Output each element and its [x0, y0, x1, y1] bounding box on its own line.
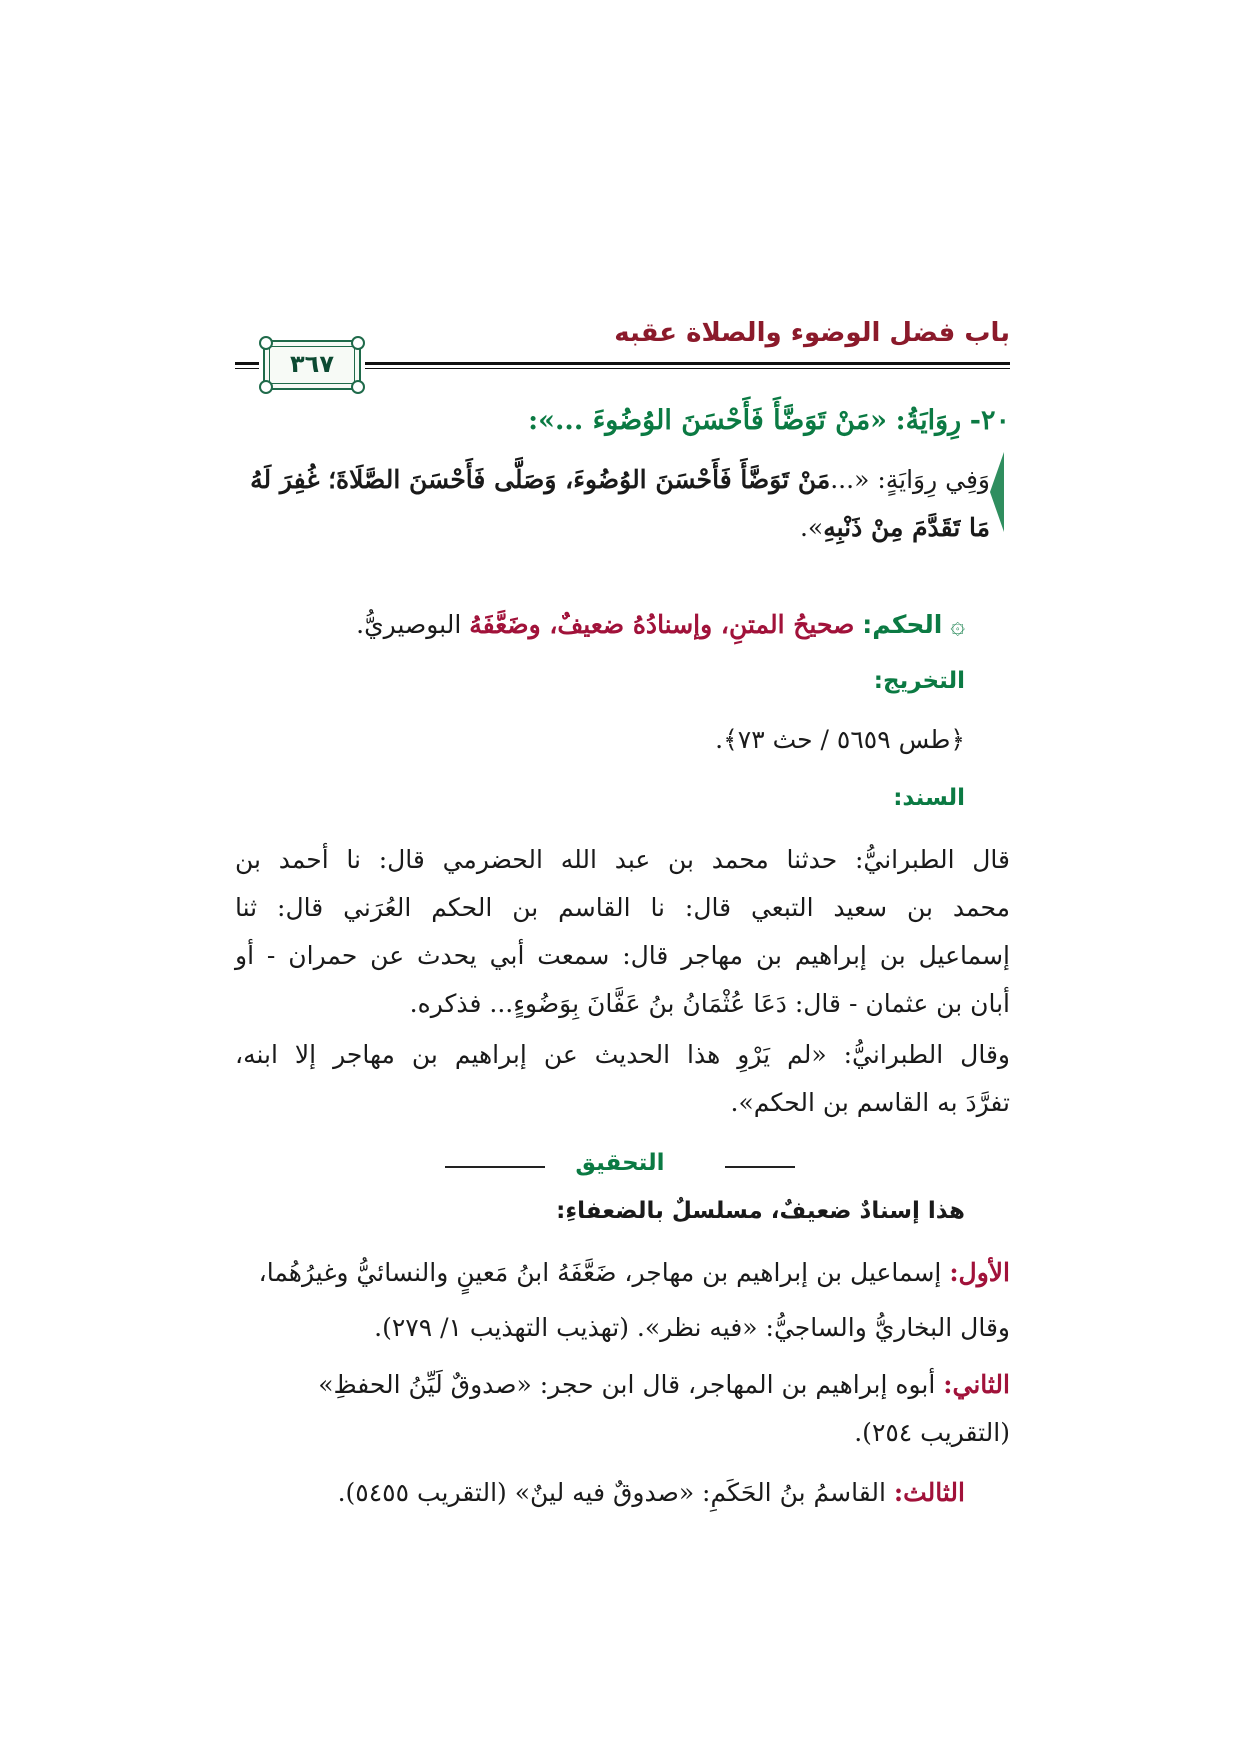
- takhrij-text: ﴿طس ٥٦٥٩ / حث ٧٣﴾.: [715, 725, 965, 754]
- sanad-line: أبان بن عثمان - قال: دَعَا عُثْمَانُ بنُ عَفَّانَ بِوَضُوءٍ... فذكره.: [409, 989, 1010, 1018]
- sanad-line: إسماعيل بن إبراهيم بن مهاجر قال: سمعت أبي يحدث عن حمران - أو: [235, 941, 1010, 970]
- page-number: ٣٦٧: [290, 350, 334, 378]
- badge-corner-ornament: [351, 380, 365, 394]
- badge-corner-ornament: [259, 336, 273, 350]
- badge-corner-ornament: [351, 336, 365, 350]
- quote-margin-mark: [990, 452, 1004, 532]
- ruling-text: صحيحُ المتنِ، وإسنادُهُ ضعيفٌ، وضَعَّفَهُ: [469, 610, 855, 639]
- sanad-heading: السند:: [893, 785, 965, 811]
- narration-intro: وَفِي رِوَايَةٍ: «...: [830, 465, 990, 494]
- tahqiq-item-1-line-2: وقال البخاريُّ والساجيُّ: «فيه نظر». (تهذيب التهذيب ١/ ٢٧٩).: [374, 1313, 1010, 1342]
- chapter-title: باب فضل الوضوء والصلاة عقبه: [614, 318, 1010, 348]
- ruling-label: الحكم:: [862, 610, 943, 639]
- item-label: الثالث:: [893, 1478, 965, 1507]
- tahqiq-intro: هذا إسنادٌ ضعيفٌ، مسلسلٌ بالضعفاءِ:: [556, 1198, 965, 1224]
- narration-line-2: [800, 513, 990, 543]
- hadith-title-text: «مَنْ تَوَضَّأَ فَأَحْسَنَ الوُضُوءَ ...»:: [528, 405, 888, 436]
- ruling-line: [356, 610, 965, 640]
- ruling-tail: البوصيريُّ.: [356, 610, 462, 639]
- badge-corner-ornament: [259, 380, 273, 394]
- item-text: إسماعيل بن إبراهيم بن مهاجر، ضَعَّفَهُ ابنُ مَعينٍ والنسائيُّ وغيرُهُما،: [258, 1258, 942, 1287]
- header-rule-thin: [365, 368, 1010, 369]
- item-text: القاسمُ بنُ الحَكَمِ: «صدوقٌ فيه لينٌ» (التقريب ٥٤٥٥).: [337, 1478, 886, 1507]
- header-rule-left: [235, 362, 259, 365]
- tahqiq-item-2-line-1: [318, 1370, 1010, 1400]
- narration-end: ».: [799, 513, 824, 542]
- header-rule-left-thin: [235, 368, 259, 369]
- takhrij-heading: التخريج:: [873, 668, 965, 694]
- narration-text: مَنْ تَوَضَّأَ فَأَحْسَنَ الوُضُوءَ، وَصَلَّى فَأَحْسَنَ الصَّلَاةَ؛ غُفِرَ لَهُ: [250, 465, 831, 494]
- sanad-note-line: تفرَّدَ به القاسم بن الحكم».: [730, 1088, 1010, 1117]
- hadith-heading: [528, 405, 1010, 437]
- tahqiq-heading: التحقيق: [575, 1150, 665, 1176]
- tahqiq-divider: [445, 1150, 795, 1184]
- tahqiq-item-3-line-1: [338, 1478, 965, 1508]
- hadith-number: ٢٠-: [969, 405, 1010, 436]
- sanad-line: محمد بن سعيد التبعي قال: نا القاسم بن الحكم العُرَني قال: ثنا: [235, 893, 1010, 922]
- page-header: [235, 318, 1010, 388]
- item-text: أبوه إبراهيم بن المهاجر، قال ابن حجر: «صدوقٌ لَيِّنُ الحفظِ»: [318, 1370, 936, 1399]
- hadith-label: رِوَايَةُ:: [895, 405, 962, 436]
- narration-text-cont: مَا تَقَدَّمَ مِنْ ذَنْبِهِ: [823, 513, 990, 542]
- item-label: الأول:: [949, 1258, 1010, 1287]
- sanad-note-line: وقال الطبرانيُّ: «لم يَرْوِ هذا الحديث عن إبراهيم بن مهاجر إلا ابنه،: [235, 1040, 1010, 1069]
- tahqiq-item-1-line-1: [259, 1258, 1010, 1288]
- item-label: الثاني:: [943, 1370, 1010, 1399]
- tahqiq-item-2-line-2: (التقريب ٢٥٤).: [854, 1418, 1010, 1447]
- ruling-bullet-icon: ۞: [950, 610, 965, 639]
- sanad-line: قال الطبرانيُّ: حدثنا محمد بن عبد الله الحضرمي قال: نا أحمد بن: [235, 845, 1010, 874]
- narration-line-1: [250, 465, 990, 495]
- page-number-badge: [263, 340, 361, 390]
- header-rule: [365, 362, 1010, 365]
